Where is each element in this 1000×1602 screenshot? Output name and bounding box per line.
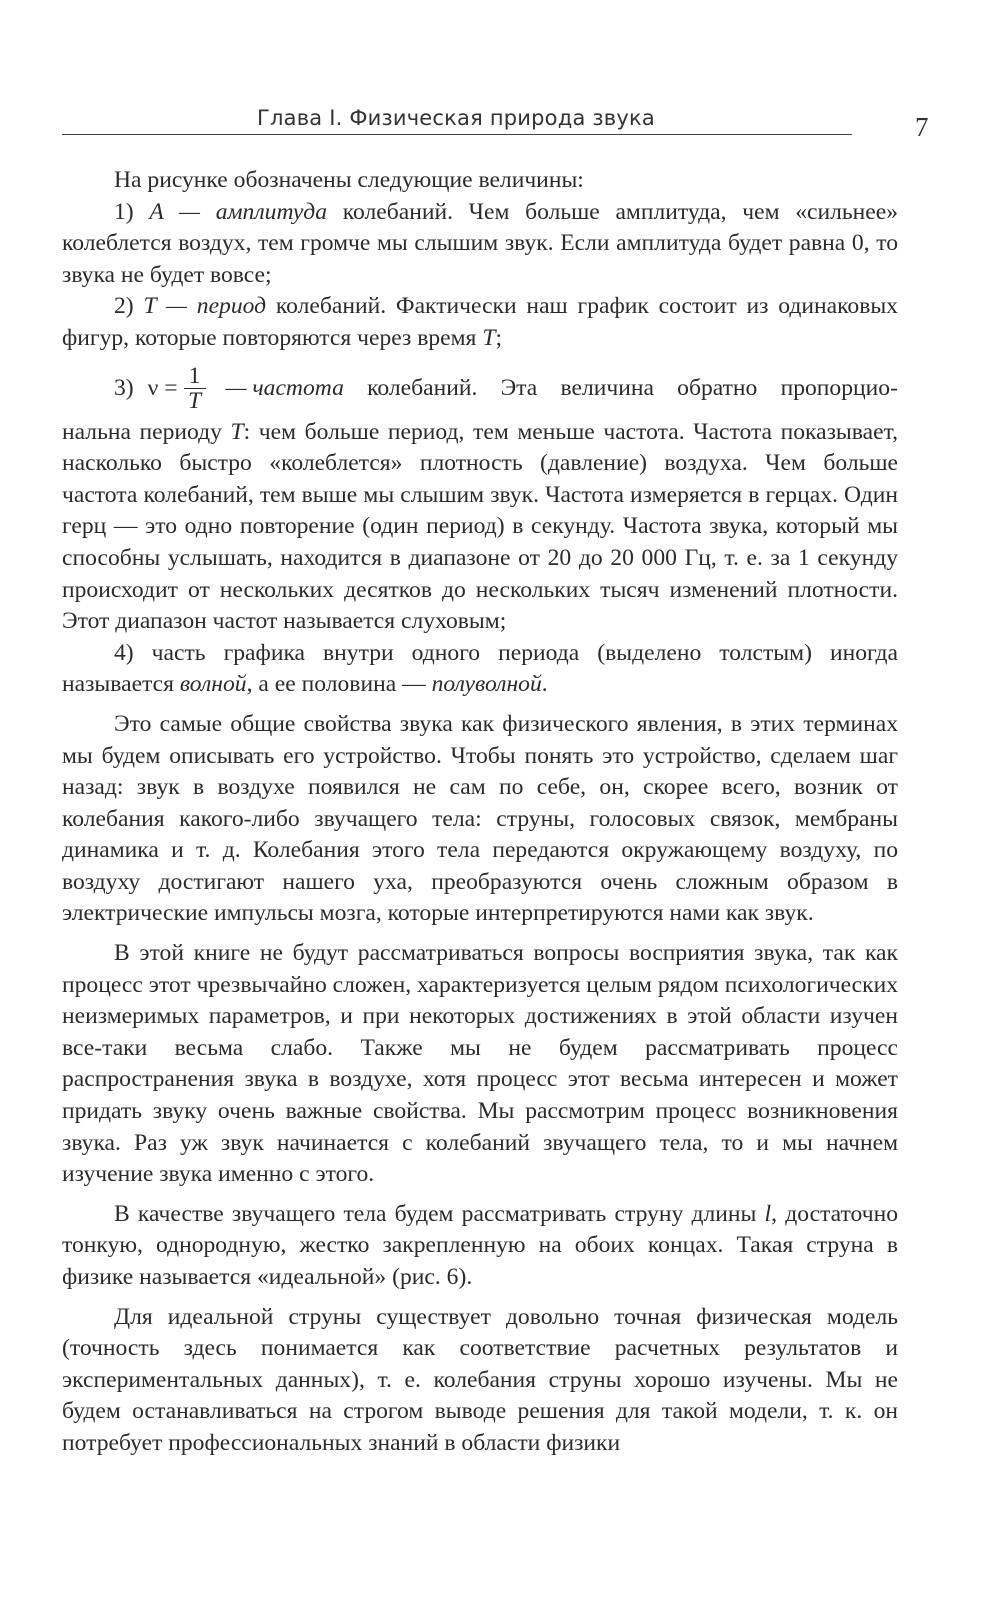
list-item-period: 2) T — период колебаний. Фактически наш график состоит из одинаковых фигур, которые повторяются через время T; (62, 293, 898, 351)
term-halfwave: полуволной (431, 671, 542, 698)
page-body (62, 165, 898, 1460)
chapter-title: Глава I. Физическая природа звука (257, 106, 655, 130)
list-item-frequency-formula: 3) ν = $\frac{1}{T}$ — частота колебаний. Эта величина обратно пропорцио- (114, 363, 898, 415)
paragraph-ideal-string: В качестве звучащего тела будем рассматривать струну длины l, достаточно тонкую, однородную, жестко закрепленную на обоих концах. Такая струна в физике называется «идеальной» (рис. 6). (62, 1200, 898, 1290)
page-number: 7 (915, 112, 929, 142)
term-period: T — период (143, 293, 267, 320)
frequency-definition: — частота колебаний. Эта величина обратно пропорцио- (212, 373, 898, 405)
header-rule (62, 134, 852, 135)
frequency-continuation: нальна периоду T: чем больше период, тем меньше частота. Частота показывает, насколько быстро «колеблется» плотность (давление) воздуха. Чем больше частота колебаний, тем выше мы слышим звук. Частота измеряется в герцах. Один герц — это одно повторение (один период) в секунду. Частота звука, который мы способны услышать, находится в диапазоне от 20 до 20 000 Гц, т. е. за 1 секунду происходит от нескольких десятков до нескольких тысяч изменений плотности. Этот диапазон частот называется слуховым; (62, 418, 898, 635)
paragraph-physical-model: Для идеальной струны существует довольно точная физическая модель (точность здесь понимается как соответствие расчетных результатов и экспериментальных данных), т. е. колебания струны хорошо изучены. Мы не будем останавливаться на строгом выводе решения для такой модели, т. к. он потребует профессиональных знаний в области физики (62, 1303, 898, 1456)
frequency-symbol: ν = (147, 374, 178, 401)
paragraph-sound-properties: Это самые общие свойства звука как физического явления, в этих терминах мы будем описывать его устройство. Чтобы понять это устройство, сделаем шаг назад: звук в воздухе появился не сам по себе, он, скорее всего, возник от колебания какого-либо звучащего тела: струны, голосовых связок, мембраны динамика и т. д. Колебания этого тела передаются окружающему воздуху, по воздуху достигают нашего уха, преобразуются очень сложным образом в электрические импульсы мозга, которые интерпретируются нами как звук. (62, 710, 898, 927)
list-item-wave: 4) часть графика внутри одного периода (выделено толстым) иногда называется волной, а ее половина — полуволной. (62, 639, 898, 698)
running-header (62, 100, 852, 140)
paragraph-scope: В этой книге не будут рассматриваться вопросы восприятия звука, так как процесс этот чрезвычайно сложен, характеризуется целым рядом психологических неизмеримых параметров, и при некоторых достижениях в этой области изучен все-таки весьма слабо. Также мы не будем рассматривать процесс распространения звука в воздухе, хотя процесс этот весьма интересен и может придать звуку очень важные свойства. Мы рассмотрим процесс возникновения звука. Раз уж звук начинается с колебаний звучащего тела, то и мы начнем изучение звука именно с этого. (62, 940, 898, 1188)
term-amplitude: A — амплитуда (149, 198, 328, 225)
fraction-denominator: T (187, 388, 202, 415)
list-item-amplitude: 1) A — амплитуда колебаний. Чем больше амплитуда, чем «сильнее» колеблется воздух, тем громче мы слышим звук. Если амплитуда будет равна 0, то звука не будет вовсе; (62, 198, 898, 288)
term-frequency: — частота (225, 374, 344, 401)
frequency-fraction (184, 364, 206, 413)
intro-line: На рисунке обозначены следующие величины: (114, 167, 584, 193)
term-wave: волной (179, 671, 247, 698)
fraction-numerator: 1 (188, 363, 201, 390)
